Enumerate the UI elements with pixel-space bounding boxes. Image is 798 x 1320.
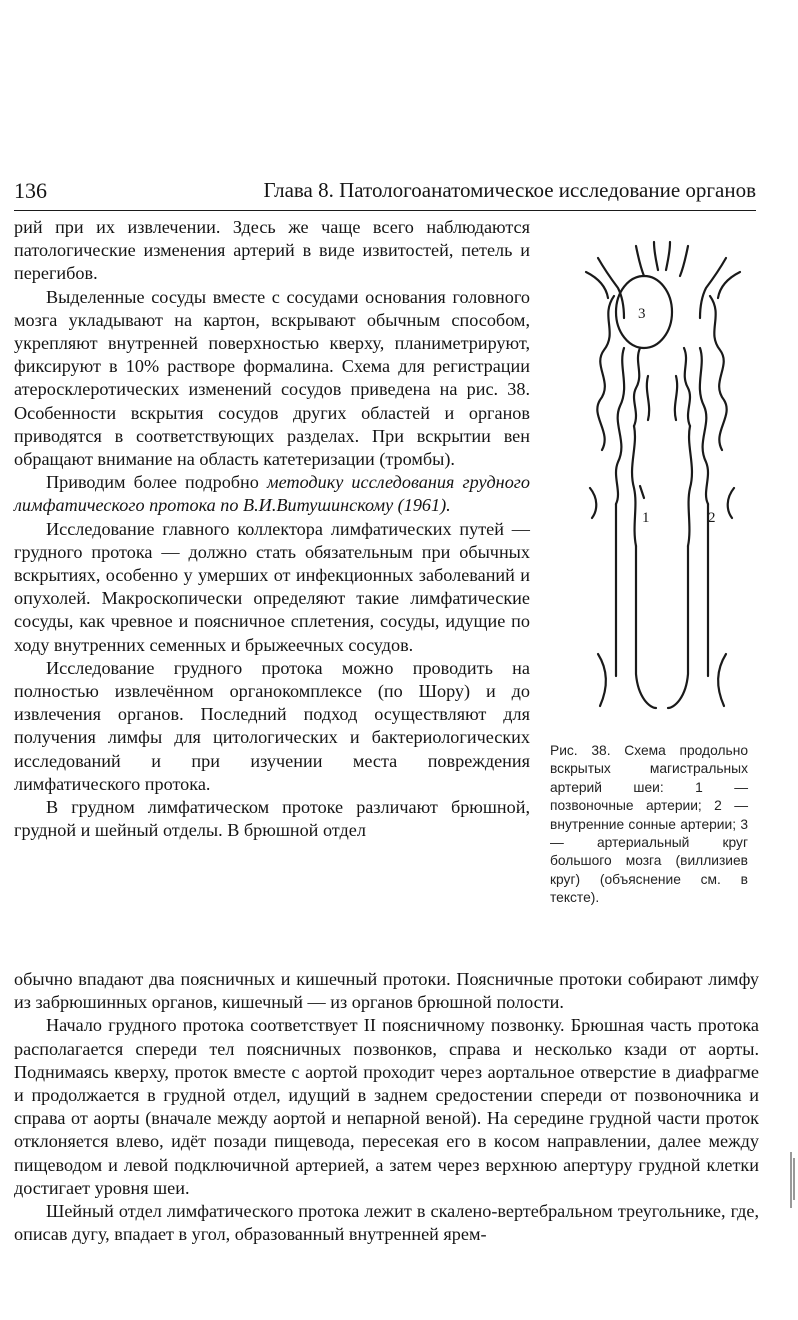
vertebral-right-upper <box>688 426 692 546</box>
vertebral-left-upper <box>632 426 636 546</box>
paragraph-sections: В грудном лимфатическом протоке различают брюшной, грудной и шейный отделы. В брюшной отдел <box>14 797 530 841</box>
left-wavy-artery <box>597 296 614 450</box>
chapter-title: Глава 8. Патологоанатомическое исследование органов <box>263 178 756 202</box>
paragraph-cervical: Шейный отдел лимфатического протока лежит в скалено-вертебральном треугольнике, где, описав дугу, впадает в угол, образованный внутренней ярем- <box>14 1201 759 1245</box>
method-lead: Приводим более подробно <box>46 472 267 493</box>
paragraph-collector: Исследование главного коллектора лимфатических путей — грудного протока — должно стать обязательным при обычных вскрытиях, особенно у умерших от инфекционных заболеваний и опухолей. Макроскопически определяют такие лимфатические сосуды, как чревное и поясничное сплетения, сосуды, идущие по ходу внутренних семенных и брыжеечных сосудов. <box>14 518 530 655</box>
label-2: 2 <box>708 510 716 526</box>
label-3: 3 <box>638 306 646 322</box>
central-vessels <box>647 376 677 420</box>
right-side-tick <box>728 488 734 518</box>
basilar-left <box>634 348 640 426</box>
right-wavy-artery <box>710 296 727 450</box>
right-bottom-arc <box>718 654 726 706</box>
right-carotid <box>700 348 708 504</box>
left-carotid <box>616 348 624 504</box>
left-vertebral-column <box>636 546 656 708</box>
running-header <box>14 178 756 211</box>
paragraph-continuation: рий при их извлечении. Здесь же чаще всего наблюдаются патологические изменения артерий в виде извитостей, петель и перегибов. <box>14 217 530 284</box>
page-number: 136 <box>14 178 47 203</box>
left-text-column <box>14 216 530 842</box>
right-vertebral-column <box>668 546 688 708</box>
pointer-1 <box>640 486 644 498</box>
figure-38-diagram <box>578 236 748 724</box>
top-inner-left <box>654 242 658 270</box>
arteries-scheme <box>578 236 748 724</box>
basilar-right <box>684 348 690 426</box>
scan-edge-marks <box>785 1150 797 1210</box>
paragraph-duct-course: Начало грудного протока соответствует II поясничному позвонку. Брюшная часть протока располагается спереди тел поясничных позвонков, справа и несколько кзади от аорты. Поднимаясь кверху, проток вместе с аортой проходит через аортальное отверстие в диафрагме и продолжается в грудной отдел, идущий в заднем средостении спереди от позвоночника и справа от аорты (вначале между аортой и непарной веной). На середине грудной части проток отклоняется влево, идёт позади пищевода, пересекая его в косом направлении, далее между пищеводом и левой подключичной артерией, а затем через верхнюю апертуру грудной клетки достигает уровня шеи. <box>14 1015 759 1198</box>
paragraph-examination: Исследование грудного протока можно проводить на полностью извлечённом органокомплексе (по Шору) и до извлечения органов. Последний подход осуществляют для получения лимфы для цитологических и бактериологических исследований и при изучении места повреждения лимфатического протока. <box>14 657 530 794</box>
full-width-text <box>14 968 759 1246</box>
left-side-tick <box>590 488 596 518</box>
top-inner-right <box>666 242 670 270</box>
top-center-right <box>680 246 688 276</box>
label-1: 1 <box>642 510 650 526</box>
right-top-twig <box>718 272 740 298</box>
left-upper-branch <box>598 258 624 318</box>
paragraph-sections-continued: обычно впадают два поясничных и кишечный протоки. Поясничные протоки собирают лимфу из забрюшинных органов, кишечный — из органов брюшной полости. <box>14 969 759 1013</box>
left-top-twig <box>586 272 608 298</box>
figure-caption: Рис. 38. Схема продольно вскрытых магистральных артерий шеи: 1 — позвоночные артерии; 2 — внутренние сонные артерии; 3 — артериальный круг большого мозга (виллизиев круг) (объяснение см. в тексте). <box>550 743 748 906</box>
paragraph-vessels: Выделенные сосуды вместе с сосудами основания головного мозга укладывают на картон, вскрывают обычным способом, укрепляют внутренней поверхностью кверху, планиметрируют, фиксируют в 10% растворе формалина. Схема для регистрации атеросклеротических изменений сосудов приведена на рис. 38. Особенности вскрытия сосудов других областей и органов приводятся в соответствующих разделах. При вскрытии вен обращают внимание на область катетеризации (тромбы). <box>14 286 530 470</box>
paragraph-method <box>14 471 530 517</box>
left-bottom-arc <box>598 654 606 706</box>
method-italic: методику исследования грудного лимфатического протока по В.И.Витушинскому (1961). <box>14 472 530 516</box>
top-center-left <box>636 246 644 276</box>
